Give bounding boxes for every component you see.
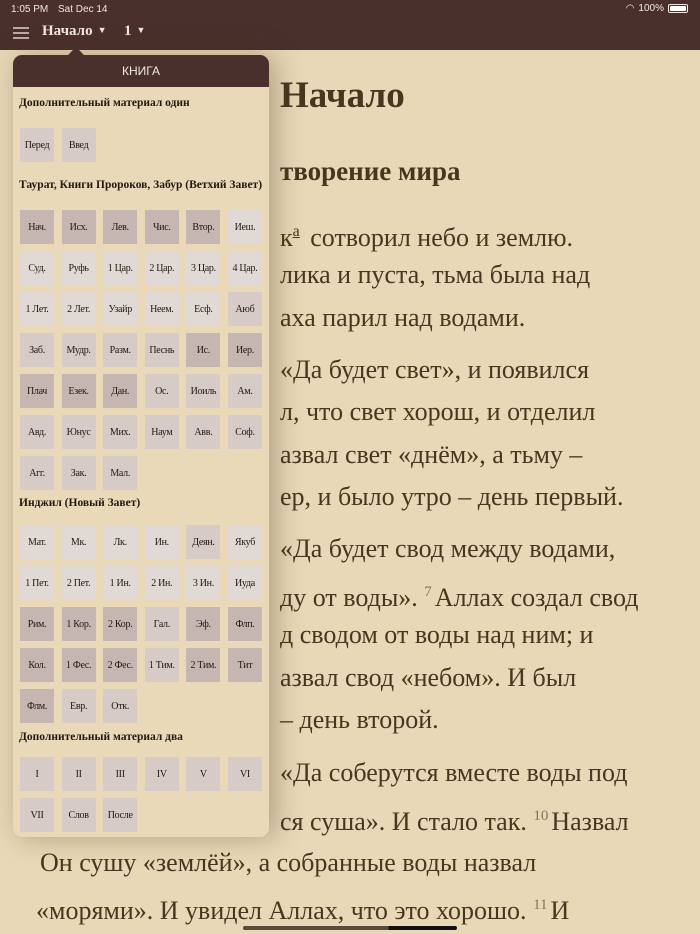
book-button[interactable]: 1 Лет. [20, 292, 54, 326]
caret-down-icon: ▼ [97, 25, 107, 35]
battery-icon [668, 4, 688, 13]
text-fragment: «морями». И увидел Аллах, что это хорошо. [36, 896, 534, 925]
section-title: Инджил (Новый Завет) [19, 497, 141, 509]
book-button[interactable]: Песнь [145, 333, 179, 367]
text-fragment: Аллах создал свод [434, 583, 639, 612]
book-button[interactable]: Узайр [103, 292, 137, 326]
text-fragment: ер, и было утро – день первый. [280, 482, 624, 511]
book-button[interactable]: III [103, 757, 137, 791]
book-button[interactable]: Мат. [20, 525, 54, 559]
book-button[interactable]: Плач [20, 374, 54, 408]
text-fragment: – день второй. [280, 705, 439, 734]
text-line [280, 663, 576, 693]
book-button[interactable]: Зак. [62, 456, 96, 490]
book-button[interactable]: 2 Кор. [103, 607, 137, 641]
status-right [626, 3, 688, 14]
text-line [280, 577, 639, 613]
verse-number: 7 [424, 584, 432, 600]
text-line [280, 705, 439, 735]
book-button[interactable]: 2 Цар. [145, 251, 179, 285]
chapter-selector[interactable] [124, 23, 145, 40]
book-button[interactable]: Есф. [186, 292, 220, 326]
section-title: Дополнительный материал два [19, 731, 183, 743]
book-button[interactable]: 1 Цар. [103, 251, 137, 285]
section-title: Дополнительный материал один [19, 97, 190, 109]
book-selector[interactable] [42, 23, 107, 40]
text-fragment: «Да будет свод между водами, [280, 534, 616, 563]
text-fragment: д сводом от воды над ним; и [280, 620, 594, 649]
book-button[interactable]: Тит [228, 648, 262, 682]
status-time: 1:05 PM [11, 4, 49, 15]
book-grid [20, 128, 262, 162]
book-button[interactable]: I [20, 757, 54, 791]
book-button[interactable]: Рим. [20, 607, 54, 641]
book-button[interactable]: Мал. [103, 456, 137, 490]
chapter-selector-label: 1 [124, 23, 132, 39]
book-button[interactable]: 1 Ин. [103, 566, 137, 600]
section-heading: творение мира [280, 156, 461, 186]
book-button[interactable]: 2 Тим. [186, 648, 220, 682]
book-button[interactable]: Ос. [145, 374, 179, 408]
text-line [280, 260, 590, 290]
book-button[interactable]: Руфь [62, 251, 96, 285]
book-button[interactable]: 2 Ин. [145, 566, 179, 600]
book-button[interactable]: Иоиль [186, 374, 220, 408]
caret-down-icon: ▼ [136, 25, 146, 35]
text-fragment: азвал свет «днём», а тьму – [280, 440, 583, 469]
book-button[interactable]: 1 Кор. [62, 607, 96, 641]
book-button[interactable]: Якуб [228, 525, 262, 559]
book-button[interactable]: После [103, 798, 137, 832]
verse-number: 11 [533, 897, 548, 913]
book-button[interactable]: Езек. [62, 374, 96, 408]
book-button[interactable]: 3 Цар. [186, 251, 220, 285]
book-button[interactable]: Мк. [62, 525, 96, 559]
book-title: Начало [280, 75, 405, 116]
book-button[interactable]: 1 Фес. [62, 648, 96, 682]
book-button[interactable]: Отк. [103, 689, 137, 723]
book-button[interactable]: VI [228, 757, 262, 791]
text-fragment: И [550, 896, 570, 925]
book-button[interactable]: Втор. [186, 210, 220, 244]
book-button[interactable]: 3 Ин. [186, 566, 220, 600]
text-line [280, 440, 582, 470]
book-button[interactable]: Соф. [228, 415, 262, 449]
book-button[interactable]: Перед [20, 128, 54, 162]
text-fragment: аха парил над водами. [280, 303, 526, 332]
book-button[interactable]: Исх. [62, 210, 96, 244]
book-button[interactable]: Гал. [145, 607, 179, 641]
text-line [40, 848, 536, 878]
text-line [280, 534, 615, 564]
book-button[interactable]: Иеш. [228, 210, 262, 244]
book-grid [20, 525, 262, 723]
book-picker-popover [13, 55, 269, 837]
book-button[interactable]: Дан. [103, 374, 137, 408]
text-fragment: сотворил небо и землю. [303, 223, 574, 252]
text-fragment: Он сушу «землёй», а собранные воды назвал [40, 848, 537, 877]
text-fragment: л, что свет хорош, и отделил [280, 397, 596, 426]
book-button[interactable]: Наум [145, 415, 179, 449]
book-button[interactable]: Аюб [228, 292, 262, 326]
text-fragment: ду от воды». [280, 583, 425, 612]
book-button[interactable]: 1 Тим. [145, 648, 179, 682]
book-button[interactable]: Мудр. [62, 333, 96, 367]
book-button[interactable]: 2 Фес. [103, 648, 137, 682]
book-button[interactable]: 4 Цар. [228, 251, 262, 285]
book-button[interactable]: Слов [62, 798, 96, 832]
book-button[interactable]: Флм. [20, 689, 54, 723]
book-button[interactable]: V [186, 757, 220, 791]
text-line [36, 890, 569, 926]
text-line [280, 620, 593, 650]
book-button[interactable]: Ам. [228, 374, 262, 408]
book-button[interactable]: Иуда [228, 566, 262, 600]
top-nav-bar [0, 18, 700, 50]
book-button[interactable]: 2 Лет. [62, 292, 96, 326]
book-button[interactable]: 1 Пет. [20, 566, 54, 600]
section-title: Таурат, Книги Пророков, Забур (Ветхий Завет) [19, 179, 263, 191]
footnote-link[interactable]: a [292, 223, 300, 240]
book-button[interactable]: VII [20, 798, 54, 832]
book-button[interactable]: Эф. [186, 607, 220, 641]
book-button[interactable]: Ин. [145, 525, 179, 559]
verse-number: 10 [533, 808, 549, 824]
book-button[interactable]: Авв. [186, 415, 220, 449]
text-fragment: Назвал [551, 807, 629, 836]
popover-header: КНИГА [13, 55, 269, 87]
book-button[interactable]: Разм. [103, 333, 137, 367]
text-fragment: к [280, 223, 293, 252]
text-line [280, 482, 623, 512]
wifi-icon: ◠ [625, 3, 635, 14]
status-bar [0, 0, 700, 18]
text-line [280, 758, 627, 788]
book-button[interactable]: Чис. [145, 210, 179, 244]
book-button[interactable]: II [62, 757, 96, 791]
book-button[interactable]: Иер. [228, 333, 262, 367]
text-line [280, 217, 573, 253]
book-selector-label: Начало [42, 23, 93, 39]
book-button[interactable]: Лк. [103, 525, 137, 559]
book-button[interactable]: Кол. [20, 648, 54, 682]
status-date: Sat Dec 14 [58, 4, 108, 15]
text-fragment: азвал свод «небом». И был [280, 663, 577, 692]
book-button[interactable]: Агг. [20, 456, 54, 490]
book-button[interactable]: Неем. [145, 292, 179, 326]
text-line [280, 801, 629, 837]
text-line [280, 397, 595, 427]
menu-icon[interactable] [13, 27, 29, 39]
popover-arrow [68, 47, 84, 55]
text-line [280, 355, 589, 385]
book-button[interactable]: Юнус [62, 415, 96, 449]
book-button[interactable]: Авд. [20, 415, 54, 449]
book-grid [20, 210, 262, 490]
book-button[interactable]: Флп. [228, 607, 262, 641]
book-button[interactable]: IV [145, 757, 179, 791]
text-fragment: «Да будет свет», и появился [280, 355, 590, 384]
battery-percent: 100% [638, 3, 664, 14]
book-button[interactable]: Заб. [20, 333, 54, 367]
book-button[interactable]: Нач. [20, 210, 54, 244]
text-line [280, 303, 525, 333]
book-button[interactable]: 2 Пет. [62, 566, 96, 600]
text-fragment: ся суша». И стало так. [280, 807, 534, 836]
book-button[interactable]: Ис. [186, 333, 220, 367]
book-button[interactable]: Деян. [186, 525, 220, 559]
book-button[interactable]: Суд. [20, 251, 54, 285]
text-fragment: лика и пуста, тьма была над [280, 260, 591, 289]
book-button[interactable]: Введ [62, 128, 96, 162]
text-fragment: «Да соберутся вместе воды под [280, 758, 628, 787]
book-grid [20, 757, 262, 832]
book-button[interactable]: Мих. [103, 415, 137, 449]
book-button[interactable]: Лев. [103, 210, 137, 244]
home-indicator [243, 926, 457, 930]
book-button[interactable]: Евр. [62, 689, 96, 723]
